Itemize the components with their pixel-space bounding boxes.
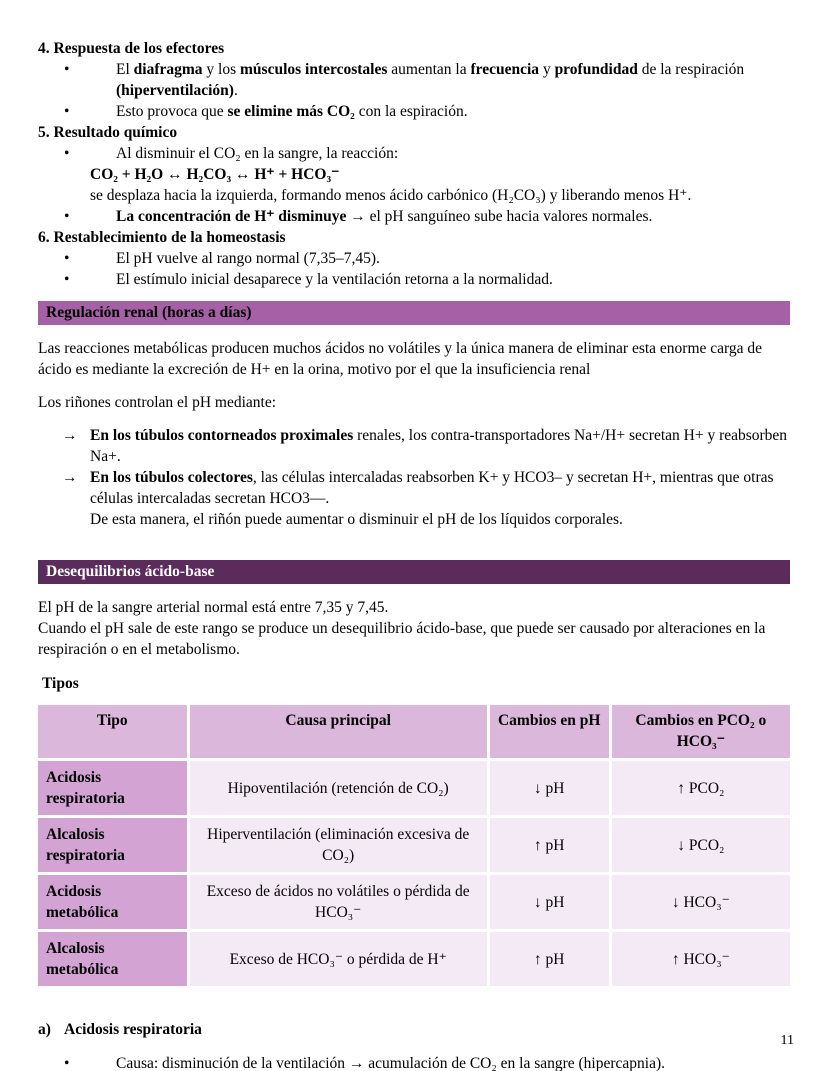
cell-tipo: Alcalosis metabólica bbox=[38, 932, 187, 986]
section-banner-regulacion-renal: Regulación renal (horas a días) bbox=[38, 301, 790, 325]
header-cambios-pco2-hco3: Cambios en PCO₂ o HCO₃⁻ bbox=[612, 705, 790, 758]
table-row bbox=[38, 818, 790, 872]
list-item bbox=[38, 206, 790, 227]
paragraph: El pH de la sangre arterial normal está entre 7,35 y 7,45. bbox=[38, 599, 389, 616]
cell-causa: Hiperventilación (eliminación excesiva de CO₂) bbox=[190, 818, 487, 872]
cell-pco2: ↑ PCO₂ bbox=[612, 761, 790, 815]
cell-causa: Exceso de HCO₃⁻ o pérdida de H⁺ bbox=[190, 932, 487, 986]
cell-ph: ↑ pH bbox=[490, 932, 609, 986]
arrow-list-item bbox=[38, 467, 790, 509]
list-item bbox=[38, 248, 790, 269]
list-item bbox=[38, 101, 790, 122]
list-item-text: • Al disminuir el CO₂ en la sangre, la reacción: bbox=[116, 145, 399, 162]
header-cambios-ph: Cambios en pH bbox=[490, 705, 609, 758]
list-item-text: • Causa: disminución de la ventilación → acumulación de CO₂ en la sangre (hipercapnia). bbox=[116, 1055, 666, 1071]
cell-tipo: Acidosis metabólica bbox=[38, 875, 187, 929]
cell-ph: ↑ pH bbox=[490, 818, 609, 872]
list-item-text: • El pH vuelve al rango normal (7,35–7,45). bbox=[116, 250, 380, 267]
cell-ph: ↓ pH bbox=[490, 875, 609, 929]
cell-pco2: ↑ HCO₃⁻ bbox=[612, 932, 790, 986]
list-item bbox=[38, 269, 790, 290]
cell-tipo: Acidosis respiratoria bbox=[38, 761, 187, 815]
subsection-marker: a) bbox=[38, 1021, 51, 1038]
list-item-text: En los túbulos colectores, las células intercaladas reabsorben K+ y HCO3– y secretan H+, mientras que otras células intercaladas secretan HCO3—. bbox=[90, 469, 774, 507]
list-item-continuation: se desplaza hacia la izquierda, formando menos ácido carbónico (H₂CO₃) y liberando menos H⁺. bbox=[90, 187, 692, 204]
list-item-text: • El diafragma y los músculos intercostales aumentan la frecuencia y profundidad de la respiración (hiperventilación). bbox=[116, 61, 745, 99]
arrow-list-item bbox=[38, 425, 790, 467]
list-item bbox=[38, 143, 790, 164]
cell-pco2: ↓ HCO₃⁻ bbox=[612, 875, 790, 929]
acid-base-table bbox=[35, 702, 793, 989]
section-heading-respuesta-efectores: 4. Respuesta de los efectores bbox=[38, 40, 225, 57]
table-row bbox=[38, 932, 790, 986]
list-item-text: • Esto provoca que se elimine más CO₂ con la espiración. bbox=[116, 103, 468, 120]
header-causa-principal: Causa principal bbox=[190, 705, 487, 758]
page-number: 11 bbox=[780, 1033, 794, 1048]
cell-causa: Hipoventilación (retención de CO₂) bbox=[190, 761, 487, 815]
header-tipo: Tipo bbox=[38, 705, 187, 758]
cell-pco2: ↓ PCO₂ bbox=[612, 818, 790, 872]
list-item bbox=[38, 1053, 790, 1071]
section-banner-desequilibrios: Desequilibrios ácido-base bbox=[38, 560, 790, 584]
list-item-text: • La concentración de H⁺ disminuye → el pH sanguíneo sube hacia valores normales. bbox=[116, 208, 653, 225]
chemical-equation: CO₂ + H₂O ↔ H₂CO₃ ↔ H⁺ + HCO₃⁻ bbox=[90, 166, 340, 183]
list-item-text: • El estímulo inicial desaparece y la ventilación retorna a la normalidad. bbox=[116, 271, 553, 288]
subsection-title: Acidosis respiratoria bbox=[64, 1021, 202, 1038]
subsection-heading-acidosis-respiratoria bbox=[38, 1019, 790, 1040]
tipos-heading: Tipos bbox=[42, 675, 79, 692]
list-item-text: En los túbulos contorneados proximales renales, los contra-transportadores Na+/H+ secretan H+ y reabsorben Na+. bbox=[90, 427, 788, 465]
arrow-right-icon: → bbox=[62, 427, 78, 444]
list-item-continuation: De esta manera, el riñón puede aumentar o disminuir el pH de los líquidos corporales. bbox=[90, 511, 623, 528]
paragraph: Cuando el pH sale de este rango se produce un desequilibrio ácido-base, que puede ser causado por alteraciones en la respiración o en el metabolismo. bbox=[38, 620, 766, 658]
table-row bbox=[38, 875, 790, 929]
section-heading-resultado-quimico: 5. Resultado químico bbox=[38, 124, 178, 141]
list-item bbox=[38, 59, 790, 101]
cell-causa: Exceso de ácidos no volátiles o pérdida de HCO₃⁻ bbox=[190, 875, 487, 929]
table-row bbox=[38, 761, 790, 815]
cell-ph: ↓ pH bbox=[490, 761, 609, 815]
table-header-row bbox=[38, 705, 790, 758]
paragraph: Las reacciones metabólicas producen muchos ácidos no volátiles y la única manera de eliminar esta enorme carga de ácido es mediante la excreción de H+ en la orina, motivo por el que la insuficiencia renal bbox=[38, 340, 763, 378]
cell-tipo: Alcalosis respiratoria bbox=[38, 818, 187, 872]
paragraph: Los riñones controlan el pH mediante: bbox=[38, 394, 277, 411]
section-heading-homeostasis: 6. Restablecimiento de la homeostasis bbox=[38, 229, 286, 246]
arrow-right-icon: → bbox=[62, 469, 78, 486]
